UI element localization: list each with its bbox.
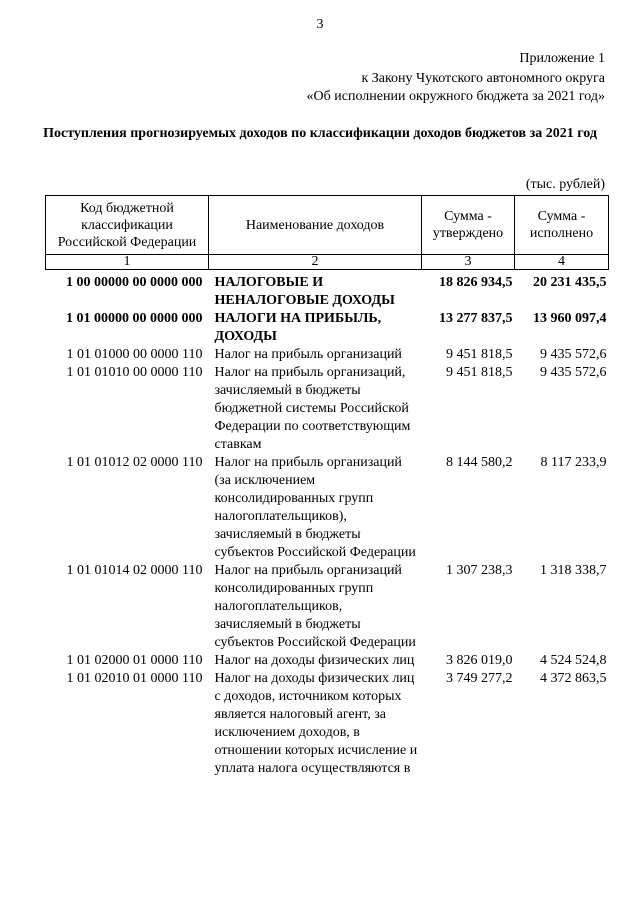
row-approved: 3 826 019,0 bbox=[446, 653, 513, 668]
row-approved: 9 451 818,5 bbox=[446, 365, 513, 380]
units-label: (тыс. рублей) bbox=[525, 177, 605, 192]
table-row bbox=[46, 652, 609, 670]
row-name: Налог на доходы физических лиц bbox=[214, 653, 415, 668]
row-name: Налог на прибыль организаций, зачисляемый в бюджеты бюджетной системы Российской Федерации по соответствующим ставкам bbox=[214, 365, 411, 452]
row-code: 1 01 02000 01 0000 110 bbox=[66, 653, 203, 668]
row-name: Налог на прибыль организаций консолидированных групп налогоплательщиков, зачисляемый в бюджеты субъектов Российской Федерации bbox=[214, 563, 416, 650]
row-approved: 3 749 277,2 bbox=[446, 671, 513, 686]
column-number-row bbox=[46, 255, 609, 270]
row-executed: 4 524 524,8 bbox=[540, 653, 607, 668]
appendix-line-2: к Закону Чукотского автономного округа bbox=[361, 71, 605, 86]
row-code: 1 00 00000 00 0000 000 bbox=[66, 275, 203, 290]
table-row bbox=[46, 310, 609, 346]
document-title: Поступления прогнозируемых доходов по классификации доходов бюджетов за 2021 год bbox=[43, 126, 597, 141]
row-name: Налог на доходы физических лиц с доходов, источником которых является налоговый агент, за исключением доходов, в отношении которых исчисление и уплата налога осуществляются в bbox=[214, 671, 418, 776]
column-number: 1 bbox=[46, 255, 209, 270]
row-executed: 9 435 572,6 bbox=[540, 347, 607, 362]
row-executed: 9 435 572,6 bbox=[540, 365, 607, 380]
appendix-header bbox=[185, 50, 605, 106]
header-code: Код бюджетной классификации Российской Федерации bbox=[46, 196, 209, 255]
column-number: 2 bbox=[209, 255, 422, 270]
header-approved: Сумма - утверждено bbox=[422, 196, 515, 255]
row-code: 1 01 01000 00 0000 110 bbox=[66, 347, 203, 362]
appendix-line-1: Приложение 1 bbox=[519, 51, 605, 66]
table-row bbox=[46, 346, 609, 364]
table-row bbox=[46, 364, 609, 454]
page-number: 3 bbox=[316, 17, 324, 32]
row-approved: 13 277 837,5 bbox=[439, 311, 513, 326]
row-approved: 8 144 580,2 bbox=[446, 455, 513, 470]
row-code: 1 01 00000 00 0000 000 bbox=[66, 311, 203, 326]
row-code: 1 01 02010 01 0000 110 bbox=[66, 671, 203, 686]
row-executed: 13 960 097,4 bbox=[533, 311, 607, 326]
revenue-table bbox=[45, 195, 609, 778]
appendix-line-3: «Об исполнении окружного бюджета за 2021 год» bbox=[306, 89, 605, 104]
row-name: НАЛОГОВЫЕ И НЕНАЛОГОВЫЕ ДОХОДЫ bbox=[214, 275, 395, 308]
row-approved: 1 307 238,3 bbox=[446, 563, 513, 578]
row-code: 1 01 01014 02 0000 110 bbox=[66, 563, 203, 578]
column-number: 3 bbox=[422, 255, 515, 270]
row-executed: 20 231 435,5 bbox=[533, 275, 607, 290]
row-approved: 18 826 934,5 bbox=[439, 275, 513, 290]
table-header-row bbox=[46, 196, 609, 255]
header-name: Наименование доходов bbox=[209, 196, 422, 255]
row-code: 1 01 01010 00 0000 110 bbox=[66, 365, 203, 380]
row-executed: 8 117 233,9 bbox=[540, 455, 607, 470]
column-number: 4 bbox=[515, 255, 609, 270]
row-executed: 1 318 338,7 bbox=[540, 563, 607, 578]
row-code: 1 01 01012 02 0000 110 bbox=[66, 455, 203, 470]
row-name: НАЛОГИ НА ПРИБЫЛЬ, ДОХОДЫ bbox=[214, 311, 382, 344]
row-executed: 4 372 863,5 bbox=[540, 671, 607, 686]
table-row bbox=[46, 270, 609, 311]
header-executed: Сумма - исполнено bbox=[515, 196, 609, 255]
row-approved: 9 451 818,5 bbox=[446, 347, 513, 362]
table-row bbox=[46, 562, 609, 652]
table-row bbox=[46, 670, 609, 778]
row-name: Налог на прибыль организаций bbox=[214, 347, 402, 362]
table-row bbox=[46, 454, 609, 562]
row-name: Налог на прибыль организаций (за исключением консолидированных групп налогоплательщиков), зачисляемый в бюджеты субъектов Российской Федерации bbox=[214, 455, 416, 560]
